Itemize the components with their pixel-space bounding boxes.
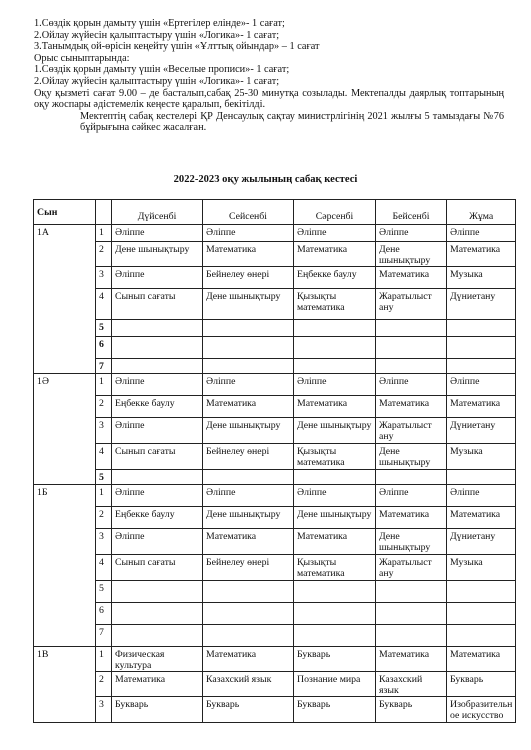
lesson-cell: Букварь <box>203 697 294 723</box>
lesson-cell: Букварь <box>376 697 447 723</box>
lesson-cell: Музыка <box>447 267 516 289</box>
lesson-cell: Математика <box>447 507 516 529</box>
lesson-cell: Букварь <box>447 672 516 697</box>
lesson-cell <box>112 625 203 647</box>
class-cell <box>34 697 96 723</box>
lesson-cell: Жаратылыст ану <box>376 289 447 320</box>
lesson-number: 3 <box>96 529 112 555</box>
lesson-cell: Дене шынықтыру <box>203 418 294 444</box>
lesson-cell <box>203 625 294 647</box>
lesson-cell: Дүниетану <box>447 289 516 320</box>
lesson-number: 1 <box>96 374 112 396</box>
lesson-cell: Дене шынықтыру <box>376 444 447 470</box>
table-row <box>34 289 516 320</box>
lesson-cell <box>447 581 516 603</box>
lesson-cell <box>447 470 516 485</box>
lesson-cell <box>203 603 294 625</box>
class-cell: 1Ә <box>34 374 96 396</box>
lesson-cell: Математика <box>376 396 447 418</box>
lesson-number: 1 <box>96 485 112 507</box>
header-class: Сын <box>34 200 96 225</box>
lesson-cell <box>294 320 376 337</box>
lesson-number: 7 <box>96 625 112 647</box>
table-row <box>34 529 516 555</box>
lesson-cell <box>294 359 376 374</box>
lesson-cell <box>112 359 203 374</box>
lesson-cell: Бейнелеу өнері <box>203 267 294 289</box>
lesson-cell: Әліппе <box>294 225 376 242</box>
class-cell <box>34 529 96 555</box>
lesson-cell: Қызықты математика <box>294 289 376 320</box>
lesson-cell: Дене шынықтыру <box>203 507 294 529</box>
lesson-cell: Физическая культура <box>112 647 203 672</box>
lesson-cell: Әліппе <box>112 529 203 555</box>
class-cell <box>34 267 96 289</box>
intro-line: 3.Танымдық ой-өрісін кеңейту үшін «Ұлттық ойындар» – 1 сағат <box>34 41 320 53</box>
table-row <box>34 697 516 723</box>
lesson-cell: Әліппе <box>112 267 203 289</box>
lesson-cell: Жаратылыст ану <box>376 555 447 581</box>
lesson-cell: Математика <box>203 242 294 267</box>
lesson-number: 6 <box>96 603 112 625</box>
lesson-cell: Букварь <box>112 697 203 723</box>
lesson-cell <box>112 603 203 625</box>
table-row <box>34 625 516 647</box>
intro-text <box>34 18 504 134</box>
lesson-cell <box>203 337 294 359</box>
class-cell: 1В <box>34 647 96 672</box>
table-row <box>34 359 516 374</box>
lesson-cell: Сынып сағаты <box>112 555 203 581</box>
lesson-cell <box>376 337 447 359</box>
lesson-cell: Еңбекке баулу <box>112 507 203 529</box>
lesson-cell <box>447 625 516 647</box>
header-monday: Дүйсенбі <box>112 200 203 225</box>
intro-line: Орыс сыныптарында: <box>34 52 130 64</box>
intro-line: 1.Сөздік қорын дамыту үшін «Веселые прописи»- 1 сағат; <box>34 64 290 76</box>
lesson-cell: Математика <box>376 267 447 289</box>
lesson-number: 5 <box>96 470 112 485</box>
lesson-cell: Казахский язык <box>203 672 294 697</box>
lesson-number: 2 <box>96 242 112 267</box>
lesson-cell: Математика <box>294 396 376 418</box>
table-row <box>34 374 516 396</box>
lesson-number: 1 <box>96 647 112 672</box>
lesson-cell: Музыка <box>447 555 516 581</box>
table-row <box>34 418 516 444</box>
lesson-cell <box>376 470 447 485</box>
table-row <box>34 320 516 337</box>
lesson-cell <box>294 581 376 603</box>
lesson-cell: Әліппе <box>294 374 376 396</box>
lesson-cell: Қызықты математика <box>294 555 376 581</box>
lesson-cell: Казахский язык <box>376 672 447 697</box>
lesson-cell <box>447 337 516 359</box>
lesson-cell: Дене шынықтыру <box>294 418 376 444</box>
header-wednesday: Сәрсенбі <box>294 200 376 225</box>
table-row <box>34 603 516 625</box>
lesson-number: 2 <box>96 672 112 697</box>
lesson-cell: Жаратылыст ану <box>376 418 447 444</box>
lesson-cell: Дене шынықтыру <box>294 507 376 529</box>
intro-line: 2.Ойлау жүйесін қалыптастыру үшін «Логика»- 1 сағат; <box>34 75 280 87</box>
lesson-cell: Букварь <box>294 697 376 723</box>
class-cell <box>34 289 96 320</box>
lesson-cell <box>112 581 203 603</box>
class-cell <box>34 396 96 418</box>
lesson-cell <box>376 603 447 625</box>
lesson-cell: Букварь <box>294 647 376 672</box>
class-cell <box>34 672 96 697</box>
lesson-cell: Әліппе <box>447 225 516 242</box>
header-row <box>34 200 516 225</box>
class-cell <box>34 603 96 625</box>
class-cell <box>34 581 96 603</box>
class-cell <box>34 555 96 581</box>
lesson-cell: Әліппе <box>112 225 203 242</box>
lesson-cell: Математика <box>447 242 516 267</box>
lesson-cell <box>447 320 516 337</box>
class-cell: 1А <box>34 225 96 242</box>
lesson-cell: Математика <box>376 507 447 529</box>
lesson-cell: Әліппе <box>376 485 447 507</box>
header-number <box>96 200 112 225</box>
intro-paragraph: Мектептің сабақ кестелері ҚР Денсаулық сақтау министрлігінің 2021 жылғы 5 тамыздағы №76 бұйрығына сәйкес жасалған. <box>80 110 504 134</box>
lesson-cell <box>203 320 294 337</box>
lesson-cell: Математика <box>376 647 447 672</box>
lesson-cell <box>203 470 294 485</box>
class-cell <box>34 444 96 470</box>
lesson-cell: Әліппе <box>112 374 203 396</box>
table-row <box>34 337 516 359</box>
lesson-cell: Әліппе <box>376 225 447 242</box>
lesson-cell <box>203 359 294 374</box>
lesson-cell: Математика <box>203 396 294 418</box>
table-row <box>34 267 516 289</box>
lesson-cell: Әліппе <box>447 374 516 396</box>
lesson-cell: Музыка <box>447 444 516 470</box>
lesson-number: 3 <box>96 267 112 289</box>
lesson-cell: Математика <box>203 529 294 555</box>
lesson-cell: Математика <box>447 647 516 672</box>
lesson-cell <box>203 581 294 603</box>
class-cell <box>34 470 96 485</box>
class-cell <box>34 337 96 359</box>
lesson-cell: Познание мира <box>294 672 376 697</box>
lesson-cell <box>376 320 447 337</box>
lesson-cell <box>112 337 203 359</box>
lesson-cell <box>112 320 203 337</box>
table-row <box>34 647 516 672</box>
table-row <box>34 396 516 418</box>
class-cell <box>34 625 96 647</box>
lesson-number: 7 <box>96 359 112 374</box>
class-cell <box>34 507 96 529</box>
lesson-cell: Изобразительн ое искусство <box>447 697 516 723</box>
lesson-cell: Сынып сағаты <box>112 289 203 320</box>
lesson-cell: Әліппе <box>112 485 203 507</box>
lesson-cell: Сынып сағаты <box>112 444 203 470</box>
lesson-cell: Қызықты математика <box>294 444 376 470</box>
lesson-cell <box>447 359 516 374</box>
table-row <box>34 581 516 603</box>
lesson-number: 5 <box>96 320 112 337</box>
lesson-cell: Әліппе <box>203 225 294 242</box>
lesson-cell: Әліппе <box>447 485 516 507</box>
lesson-number: 5 <box>96 581 112 603</box>
header-tuesday: Сейсенбі <box>203 200 294 225</box>
lesson-cell <box>376 581 447 603</box>
lesson-number: 3 <box>96 697 112 723</box>
lesson-cell <box>294 625 376 647</box>
lesson-cell <box>294 337 376 359</box>
lesson-cell: Дене шынықтыру <box>376 529 447 555</box>
table-row <box>34 444 516 470</box>
lesson-number: 1 <box>96 225 112 242</box>
table-row <box>34 507 516 529</box>
lesson-cell <box>294 603 376 625</box>
class-cell <box>34 242 96 267</box>
lesson-cell: Математика <box>294 242 376 267</box>
class-cell <box>34 359 96 374</box>
class-cell <box>34 320 96 337</box>
lesson-cell: Математика <box>203 647 294 672</box>
lesson-cell <box>376 359 447 374</box>
lesson-cell: Әліппе <box>376 374 447 396</box>
lesson-cell: Дене шынықтыру <box>376 242 447 267</box>
lesson-number: 4 <box>96 555 112 581</box>
table-row <box>34 470 516 485</box>
table-row <box>34 242 516 267</box>
lesson-cell <box>294 470 376 485</box>
lesson-cell: Дене шынықтыру <box>203 289 294 320</box>
lesson-number: 3 <box>96 418 112 444</box>
lesson-number: 4 <box>96 444 112 470</box>
lesson-cell: Әліппе <box>203 374 294 396</box>
intro-paragraph: Оқу қызметі сағат 9.00 – де басталып,сабақ 25-30 минутқа созылады. Мектепалды даярлық топтарының оқу жоспары әдістемелік кеңесте қаралып, бекітілді. <box>34 87 504 111</box>
schedule-table <box>33 199 516 723</box>
lesson-cell: Әліппе <box>294 485 376 507</box>
class-cell: 1Б <box>34 485 96 507</box>
lesson-number: 2 <box>96 507 112 529</box>
lesson-cell: Бейнелеу өнері <box>203 555 294 581</box>
lesson-cell: Әліппе <box>112 418 203 444</box>
schedule-title: 2022-2023 оқу жылының сабақ кестесі <box>173 174 358 185</box>
lesson-cell: Дүниетану <box>447 418 516 444</box>
class-cell <box>34 418 96 444</box>
lesson-cell: Математика <box>294 529 376 555</box>
lesson-cell <box>447 603 516 625</box>
lesson-cell: Дене шынықтыру <box>112 242 203 267</box>
lesson-number: 2 <box>96 396 112 418</box>
lesson-cell: Әліппе <box>203 485 294 507</box>
lesson-cell: Еңбекке баулу <box>294 267 376 289</box>
lesson-cell: Математика <box>447 396 516 418</box>
lesson-cell <box>112 470 203 485</box>
lesson-cell: Математика <box>112 672 203 697</box>
table-row <box>34 672 516 697</box>
table-row <box>34 485 516 507</box>
header-thursday: Бейсенбі <box>376 200 447 225</box>
lesson-cell: Дүниетану <box>447 529 516 555</box>
lesson-cell <box>376 625 447 647</box>
table-row <box>34 555 516 581</box>
lesson-cell: Еңбекке баулу <box>112 396 203 418</box>
lesson-cell: Бейнелеу өнері <box>203 444 294 470</box>
table-row <box>34 225 516 242</box>
header-friday: Жұма <box>447 200 516 225</box>
intro-line: 1.Сөздік қорын дамыту үшін «Ертегілер елінде»- 1 сағат; <box>34 18 285 29</box>
lesson-number: 6 <box>96 337 112 359</box>
intro-line: 2.Ойлау жүйесін қалыптастыру үшін «Логика»- 1 сағат; <box>34 29 280 41</box>
lesson-number: 4 <box>96 289 112 320</box>
